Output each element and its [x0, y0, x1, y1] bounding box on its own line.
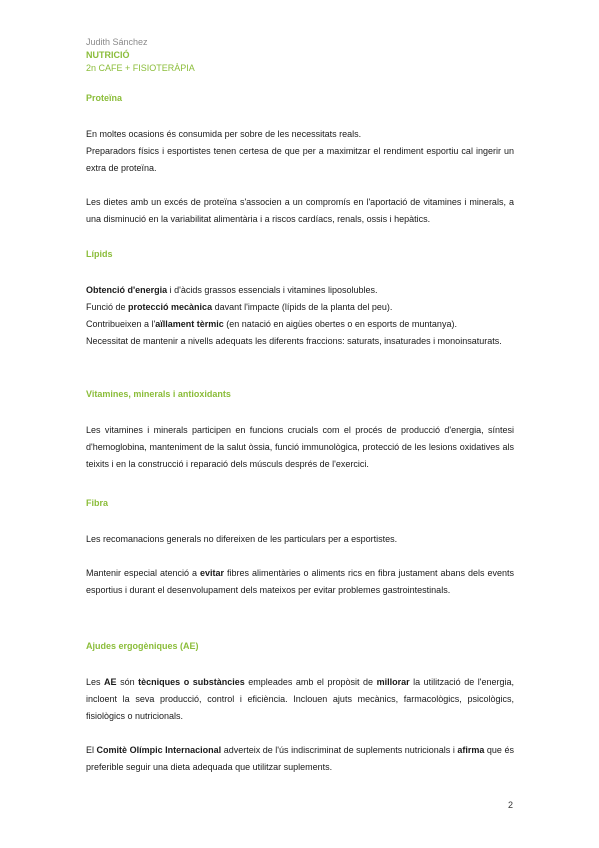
section-ergogenic	[86, 640, 514, 776]
fibre-paragraph-1: Les recomanacions generals no difereixen de les particulars per a esportistes.	[86, 534, 398, 544]
lipids-line-1-bold: Obtenció d'energia	[86, 285, 168, 295]
ergogenic-p1-bold-1: AE	[104, 677, 117, 687]
section-title-fibre: Fibra	[86, 498, 109, 508]
ergogenic-p1-e: la utilització de l'energia, incloent la seva producció, control i eficiència. Inclouen ajuts mecànics, farmacològics, psicològics, fisiològics o nutricionals.	[86, 677, 514, 721]
ergogenic-p1-a: Les	[86, 677, 105, 687]
lipids-line-3-text: (en natació en aigües obertes o en esports de muntanya).	[223, 319, 457, 329]
lipids-line-3-pre: Contribueixen a l'	[86, 319, 156, 329]
fibre-paragraph-2	[86, 565, 514, 599]
section-vitamins	[86, 388, 514, 473]
ergogenic-p2-bold-1: Comitè Olímpic Internacional	[96, 745, 222, 755]
header-author: Judith Sánchez	[86, 37, 148, 47]
protein-paragraph-2: Les dietes amb un excés de proteïna s'associen a un compromís en l'aportació de vitamines i minerals, a una disminució en la variabilitat alimentària i a riscos cardíacs, renals, ossis i hepàtics.	[86, 197, 514, 224]
lipids-line-2	[86, 299, 514, 316]
vitamins-paragraph-1: Les vitamines i minerals participen en funcions crucials com el procés de producció d'energia, síntesi d'hemoglobina, manteniment de la salut òssia, funció immunològica, protecció de les lesions oxidatives als teixits i en la construcció i reparació dels músculs després de l'exercici.	[86, 425, 514, 469]
page-header	[86, 36, 195, 75]
lipids-line-1-text: i d'àcids grassos essencials i vitamines liposolubles.	[167, 285, 378, 295]
lipids-line-2-text: davant l'impacte (lípids de la planta del peu).	[212, 302, 393, 312]
lipids-line-2-bold: protecció mecànica	[128, 302, 213, 312]
section-lipids	[86, 248, 514, 350]
header-course: 2n CAFE + FISIOTERÀPIA	[86, 63, 195, 73]
ergogenic-p1-bold-3: millorar	[376, 677, 410, 687]
ergogenic-p2-d: que és preferible seguir una dieta adequada que utilitzar suplements.	[86, 745, 514, 772]
lipids-line-3-bold: aïllament tèrmic	[155, 319, 224, 329]
ergogenic-paragraph-1	[86, 674, 514, 725]
ergogenic-p2-c: adverteix de l'ús indiscriminat de suplements nutricionals i	[221, 745, 458, 755]
section-title-vitamins: Vitamines, minerals i antioxidants	[86, 389, 231, 399]
ergogenic-p1-c: són	[116, 677, 139, 687]
fibre-paragraph-2-bold: evitar	[200, 568, 225, 578]
ergogenic-p2-bold-2: afirma	[457, 745, 485, 755]
section-title-lipids: Lípids	[86, 249, 113, 259]
fibre-paragraph-2-text: fibres alimentàries o aliments rics en fibra justament abans dels events esportius i durant el desenvolupament dels mateixos per evitar problemes gastrointestinals.	[86, 568, 514, 595]
protein-intro	[86, 126, 514, 177]
page-number: 2	[507, 800, 513, 810]
lipids-line-1	[86, 282, 514, 299]
section-fibre	[86, 497, 514, 599]
header-subject: NUTRICIÓ	[86, 50, 130, 60]
ergogenic-paragraph-2	[86, 742, 514, 776]
protein-paragraph-1b: Preparadors físics i esportistes tenen certesa de que per a maximitzar el rendiment esportiu cal ingerir un extra de proteïna.	[86, 146, 514, 173]
protein-paragraph-1a: En moltes ocasions és consumida per sobre de les necessitats reals.	[86, 129, 362, 139]
lipids-line-3	[86, 316, 514, 333]
fibre-paragraph-2-pre: Mantenir especial atenció a	[86, 568, 200, 578]
lipids-line-2-pre: Funció de	[86, 302, 129, 312]
section-title-protein: Proteïna	[86, 93, 123, 103]
section-title-ergogenic: Ajudes ergogèniques (AE)	[86, 641, 199, 651]
lipids-line-4: Necessitat de mantenir a nivells adequats les diferents fraccions: saturats, insaturades i monoinsaturats.	[86, 336, 502, 346]
ergogenic-p1-bold-2: tècniques o substàncies	[138, 677, 245, 687]
lipids-list	[86, 282, 514, 350]
ergogenic-p2-a: El	[86, 745, 97, 755]
ergogenic-p1-d: empleades amb el propòsit de	[244, 677, 377, 687]
section-protein	[86, 92, 514, 228]
